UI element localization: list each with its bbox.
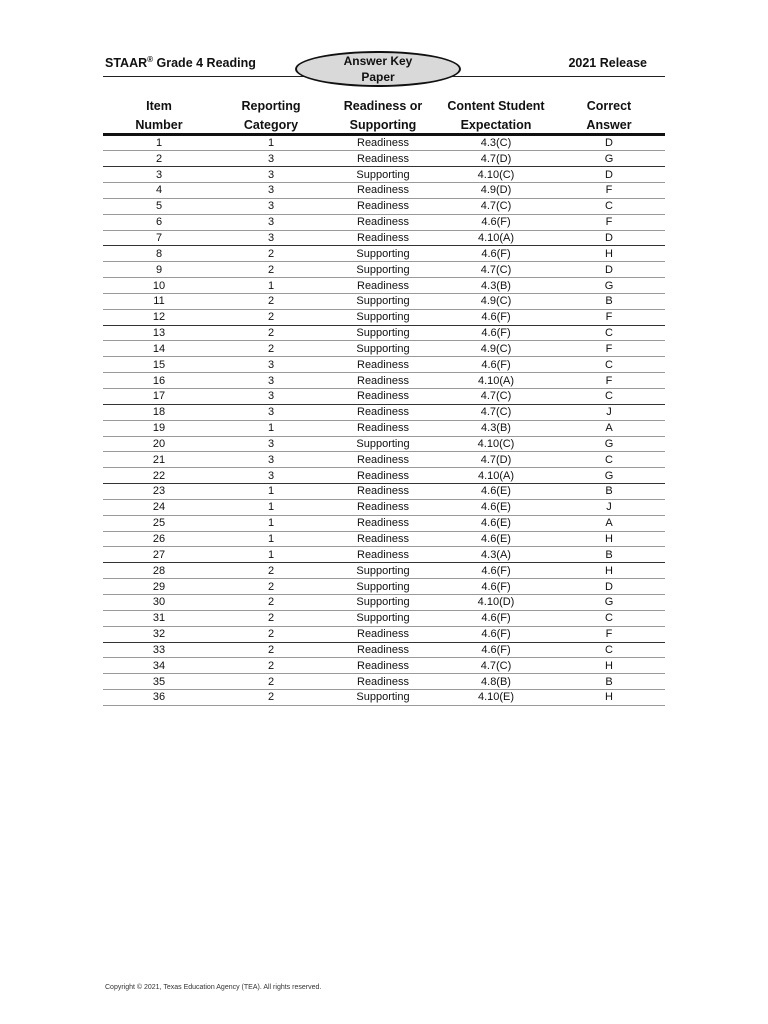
cell-readiness: Supporting [356, 263, 410, 276]
cell-correct-answer: G [604, 437, 614, 450]
cell-correct-answer: F [605, 342, 613, 355]
cell-readiness: Readiness [357, 675, 409, 688]
table-row [103, 674, 665, 690]
cell-item-number: 10 [152, 279, 166, 292]
cell-reporting-category: 2 [267, 564, 275, 577]
cell-expectation: 4.6(E) [481, 517, 511, 530]
cell-reporting-category: 3 [267, 216, 275, 229]
cell-readiness: Supporting [356, 437, 410, 450]
cell-reporting-category: 1 [267, 485, 275, 498]
cell-reporting-category: 2 [267, 327, 275, 340]
cell-item-number: 9 [155, 263, 163, 276]
cell-correct-answer: H [605, 247, 613, 260]
table-row [103, 373, 665, 389]
column-header-expectation: Content Student Expectation [447, 99, 545, 132]
cell-expectation: 4.6(E) [481, 533, 511, 546]
cell-expectation: 4.6(F) [481, 580, 511, 593]
cell-expectation: 4.6(E) [481, 485, 511, 498]
cell-reporting-category: 3 [267, 374, 275, 387]
cell-item-number: 26 [152, 533, 166, 546]
cell-correct-answer: C [605, 453, 613, 466]
cell-expectation: 4.6(F) [481, 247, 511, 260]
cell-item-number: 3 [155, 168, 163, 181]
cell-item-number: 29 [152, 580, 166, 593]
cell-correct-answer: F [605, 216, 613, 229]
cell-readiness: Readiness [357, 390, 409, 403]
cell-reporting-category: 2 [267, 295, 275, 308]
cell-readiness: Supporting [356, 327, 410, 340]
cell-readiness: Readiness [357, 152, 409, 165]
answer-key-label: Answer Key [343, 54, 413, 68]
cell-reporting-category: 2 [267, 247, 275, 260]
cell-item-number: 12 [152, 311, 166, 324]
cell-reporting-category: 3 [267, 358, 275, 371]
cell-reporting-category: 2 [267, 342, 275, 355]
table-row [103, 484, 665, 500]
answer-key-badge [295, 51, 461, 87]
cell-expectation: 4.7(C) [480, 263, 512, 276]
table-row [103, 198, 665, 214]
cell-expectation: 4.7(C) [480, 659, 512, 672]
cell-readiness: Supporting [356, 612, 410, 625]
cell-reporting-category: 2 [267, 263, 275, 276]
cell-reporting-category: 2 [267, 596, 275, 609]
cell-correct-answer: D [605, 231, 613, 244]
cell-readiness: Readiness [357, 231, 409, 244]
table-row [103, 579, 665, 595]
cell-expectation: 4.9(D) [480, 184, 512, 197]
table-row [103, 499, 665, 515]
cell-item-number: 20 [152, 437, 166, 450]
cell-correct-answer: C [605, 643, 613, 656]
cell-correct-answer: H [605, 659, 613, 672]
cell-correct-answer: F [605, 374, 613, 387]
cell-reporting-category: 3 [267, 184, 275, 197]
table-row [103, 293, 665, 309]
cell-expectation: 4.8(B) [481, 675, 511, 688]
cell-correct-answer: B [605, 675, 613, 688]
paper-label: Paper [361, 70, 395, 84]
table-row [103, 246, 665, 262]
cell-item-number: 18 [152, 406, 166, 419]
cell-expectation: 4.7(C) [480, 390, 512, 403]
cell-item-number: 21 [152, 453, 166, 466]
column-header-reporting-category: Reporting Category [241, 99, 301, 132]
cell-item-number: 19 [152, 422, 166, 435]
table-row [103, 690, 665, 706]
cell-item-number: 1 [155, 136, 163, 149]
cell-expectation: 4.6(F) [481, 564, 511, 577]
cell-correct-answer: F [605, 311, 613, 324]
cell-correct-answer: H [605, 533, 613, 546]
table-row [103, 136, 665, 151]
answer-key-table [103, 136, 665, 706]
cell-expectation: 4.7(C) [480, 406, 512, 419]
cell-item-number: 23 [152, 485, 166, 498]
table-row [103, 167, 665, 183]
cell-reporting-category: 3 [267, 152, 275, 165]
table-row [103, 468, 665, 484]
release-label: 2021 Release [568, 56, 647, 70]
cell-item-number: 17 [152, 390, 166, 403]
cell-item-number: 13 [152, 327, 166, 340]
cell-reporting-category: 2 [267, 643, 275, 656]
title-rest: Grade 4 Reading [153, 56, 256, 71]
cell-expectation: 4.6(E) [481, 501, 511, 514]
column-header-item-number: Item Number [135, 99, 183, 132]
table-row [103, 658, 665, 674]
cell-correct-answer: G [604, 279, 614, 292]
cell-readiness: Readiness [357, 406, 409, 419]
cell-correct-answer: D [605, 580, 613, 593]
cell-expectation: 4.7(D) [480, 152, 512, 165]
cell-readiness: Readiness [357, 643, 409, 656]
column-header-readiness: Readiness or Supporting [343, 99, 423, 132]
cell-expectation: 4.10(C) [477, 168, 515, 181]
cell-readiness: Supporting [356, 564, 410, 577]
cell-reporting-category: 2 [267, 580, 275, 593]
cell-readiness: Readiness [357, 533, 409, 546]
cell-item-number: 22 [152, 469, 166, 482]
cell-correct-answer: C [605, 390, 613, 403]
table-row [103, 642, 665, 658]
cell-reporting-category: 2 [267, 612, 275, 625]
title-main: STAAR [105, 56, 148, 71]
cell-expectation: 4.3(B) [481, 422, 511, 435]
cell-reporting-category: 1 [267, 517, 275, 530]
cell-readiness: Supporting [356, 247, 410, 260]
cell-expectation: 4.6(F) [481, 628, 511, 641]
registered-mark: ® [147, 55, 154, 64]
cell-expectation: 4.10(D) [477, 596, 515, 609]
cell-readiness: Readiness [357, 279, 409, 292]
table-row [103, 325, 665, 341]
cell-item-number: 14 [152, 342, 166, 355]
cell-item-number: 11 [153, 295, 165, 308]
cell-correct-answer: G [604, 596, 614, 609]
cell-readiness: Supporting [356, 342, 410, 355]
cell-readiness: Readiness [357, 659, 409, 672]
cell-correct-answer: D [605, 263, 613, 276]
table-row [103, 563, 665, 579]
cell-item-number: 27 [152, 548, 166, 561]
cell-readiness: Readiness [357, 216, 409, 229]
cell-reporting-category: 1 [267, 422, 275, 435]
cell-reporting-category: 2 [267, 628, 275, 641]
table-row [103, 214, 665, 230]
cell-reporting-category: 2 [267, 691, 275, 704]
cell-correct-answer: F [605, 184, 613, 197]
table-row [103, 452, 665, 468]
cell-expectation: 4.9(C) [480, 342, 512, 355]
cell-item-number: 24 [152, 501, 166, 514]
cell-readiness: Readiness [357, 548, 409, 561]
cell-correct-answer: H [605, 564, 613, 577]
cell-expectation: 4.6(F) [481, 612, 511, 625]
table-row [103, 404, 665, 420]
cell-correct-answer: B [605, 548, 613, 561]
cell-reporting-category: 1 [267, 501, 275, 514]
cell-readiness: Readiness [357, 200, 409, 213]
cell-reporting-category: 3 [267, 437, 275, 450]
cell-reporting-category: 2 [267, 675, 275, 688]
table-row [103, 151, 665, 167]
cell-reporting-category: 3 [267, 406, 275, 419]
cell-readiness: Readiness [357, 485, 409, 498]
table-row [103, 341, 665, 357]
cell-correct-answer: H [605, 691, 613, 704]
cell-correct-answer: C [605, 200, 613, 213]
table-row [103, 278, 665, 294]
table-row [103, 262, 665, 278]
cell-item-number: 31 [152, 612, 166, 625]
cell-correct-answer: B [605, 295, 613, 308]
cell-correct-answer: J [606, 501, 612, 514]
cell-expectation: 4.6(F) [481, 327, 511, 340]
table-row [103, 515, 665, 531]
cell-item-number: 35 [152, 675, 166, 688]
cell-reporting-category: 1 [267, 533, 275, 546]
cell-reporting-category: 1 [267, 136, 275, 149]
cell-item-number: 8 [155, 247, 163, 260]
cell-reporting-category: 2 [267, 311, 275, 324]
table-row [103, 420, 665, 436]
cell-item-number: 36 [152, 691, 166, 704]
cell-expectation: 4.3(A) [481, 548, 511, 561]
cell-readiness: Readiness [357, 469, 409, 482]
cell-expectation: 4.3(B) [481, 279, 511, 292]
cell-readiness: Readiness [357, 501, 409, 514]
cell-readiness: Readiness [357, 517, 409, 530]
cell-correct-answer: D [605, 168, 613, 181]
cell-item-number: 16 [152, 374, 166, 387]
cell-reporting-category: 2 [267, 659, 275, 672]
cell-readiness: Readiness [357, 374, 409, 387]
table-row [103, 626, 665, 642]
cell-readiness: Readiness [357, 358, 409, 371]
cell-readiness: Supporting [356, 295, 410, 308]
document-header [103, 50, 665, 84]
cell-reporting-category: 3 [267, 200, 275, 213]
cell-correct-answer: B [605, 485, 613, 498]
cell-item-number: 34 [152, 659, 166, 672]
answer-key-body [103, 136, 665, 706]
cell-expectation: 4.6(F) [481, 358, 511, 371]
column-header-correct-answer: Correct Answer [586, 99, 632, 132]
cell-reporting-category: 3 [267, 168, 275, 181]
cell-correct-answer: J [606, 406, 612, 419]
cell-reporting-category: 3 [267, 469, 275, 482]
cell-item-number: 7 [155, 231, 163, 244]
table-row [103, 547, 665, 563]
table-row [103, 230, 665, 246]
table-row [103, 594, 665, 610]
cell-correct-answer: C [605, 358, 613, 371]
cell-correct-answer: D [605, 136, 613, 149]
cell-item-number: 28 [152, 564, 166, 577]
cell-expectation: 4.10(C) [477, 437, 515, 450]
copyright-footer: Copyright © 2021, Texas Education Agency (TEA). All rights reserved. [105, 984, 322, 991]
cell-reporting-category: 1 [267, 548, 275, 561]
table-row [103, 610, 665, 626]
cell-correct-answer: A [605, 422, 613, 435]
table-row [103, 436, 665, 452]
cell-item-number: 30 [152, 596, 166, 609]
cell-expectation: 4.10(A) [477, 469, 515, 482]
cell-correct-answer: G [604, 469, 614, 482]
cell-reporting-category: 3 [267, 453, 275, 466]
cell-item-number: 4 [155, 184, 163, 197]
cell-reporting-category: 1 [267, 279, 275, 292]
cell-correct-answer: F [605, 628, 613, 641]
cell-item-number: 25 [152, 517, 166, 530]
cell-expectation: 4.6(F) [481, 311, 511, 324]
cell-expectation: 4.6(F) [481, 643, 511, 656]
table-row [103, 357, 665, 373]
table-row [103, 531, 665, 547]
cell-expectation: 4.6(F) [481, 216, 511, 229]
cell-item-number: 15 [152, 358, 166, 371]
cell-correct-answer: G [604, 152, 614, 165]
cell-readiness: Readiness [357, 184, 409, 197]
cell-item-number: 2 [155, 152, 163, 165]
cell-reporting-category: 3 [267, 231, 275, 244]
cell-item-number: 32 [152, 628, 166, 641]
table-row [103, 389, 665, 405]
cell-expectation: 4.9(C) [480, 295, 512, 308]
cell-expectation: 4.10(E) [477, 691, 515, 704]
cell-item-number: 6 [155, 216, 163, 229]
cell-correct-answer: A [605, 517, 613, 530]
cell-readiness: Supporting [356, 580, 410, 593]
cell-readiness: Supporting [356, 691, 410, 704]
cell-reporting-category: 3 [267, 390, 275, 403]
table-row [103, 183, 665, 199]
cell-readiness: Supporting [356, 311, 410, 324]
cell-readiness: Readiness [357, 628, 409, 641]
cell-expectation: 4.10(A) [477, 374, 515, 387]
cell-expectation: 4.7(D) [480, 453, 512, 466]
cell-correct-answer: C [605, 327, 613, 340]
cell-readiness: Readiness [357, 453, 409, 466]
cell-readiness: Readiness [357, 422, 409, 435]
cell-readiness: Supporting [356, 596, 410, 609]
cell-item-number: 5 [155, 200, 163, 213]
table-row [103, 309, 665, 325]
cell-expectation: 4.10(A) [477, 231, 515, 244]
cell-expectation: 4.7(C) [480, 200, 512, 213]
cell-expectation: 4.3(C) [480, 136, 512, 149]
cell-item-number: 33 [152, 643, 166, 656]
document-title [105, 55, 256, 70]
cell-correct-answer: C [605, 612, 613, 625]
cell-readiness: Supporting [356, 168, 410, 181]
cell-readiness: Readiness [357, 136, 409, 149]
